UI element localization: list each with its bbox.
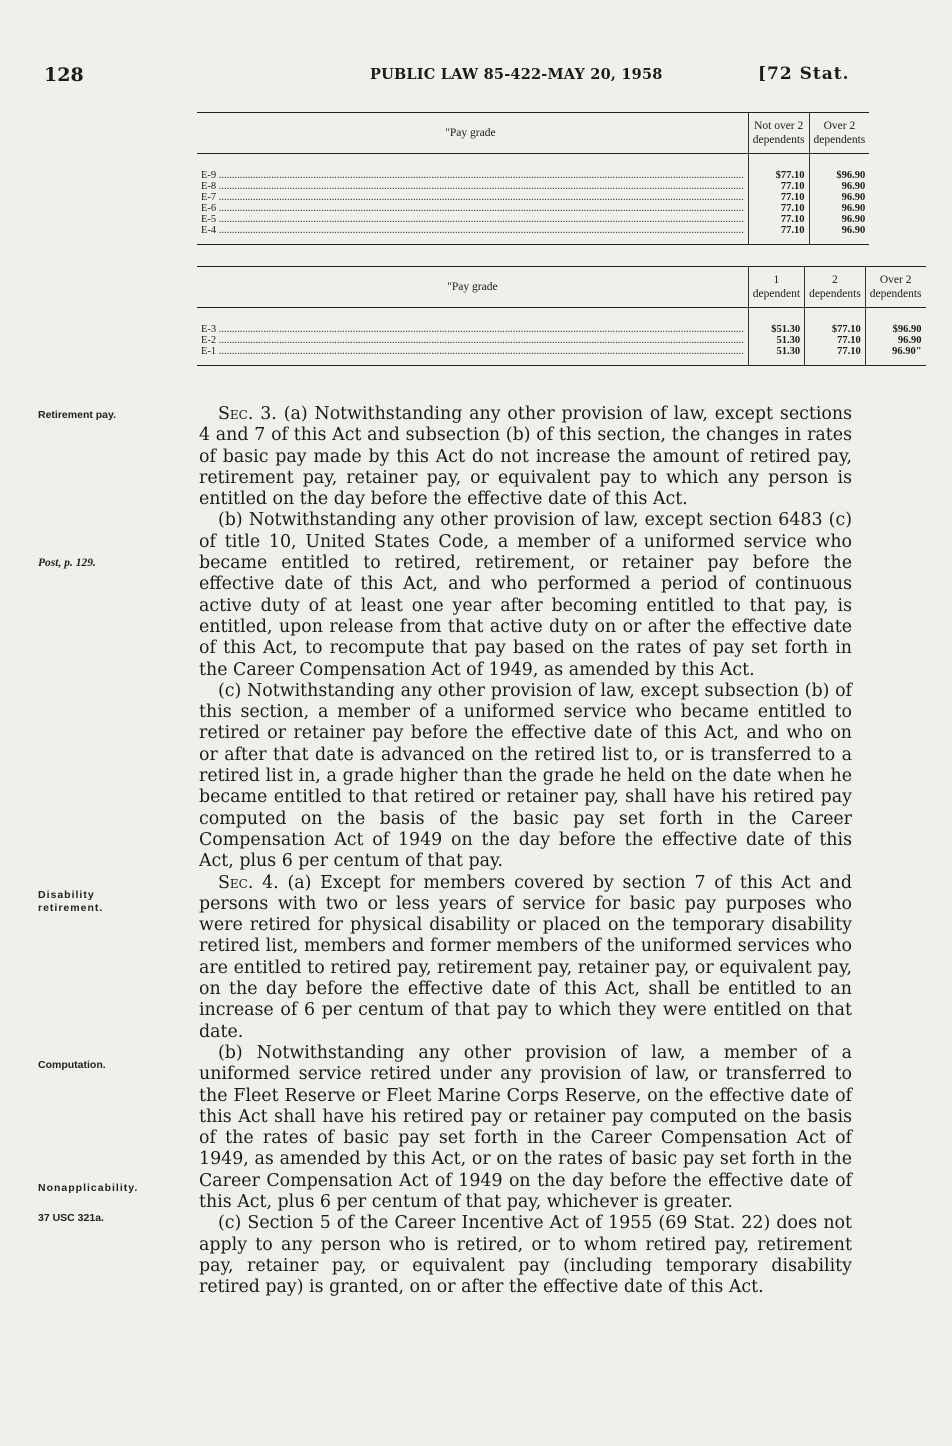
value-cell: 96.90"	[865, 346, 925, 366]
value-cell: 96.90	[809, 181, 869, 192]
value-cell: 51.30	[748, 335, 804, 346]
margin-note-disability-retirement: Disability retirement.	[38, 889, 104, 914]
table-header-1-dependent: 1 dependent	[748, 267, 804, 308]
table-row	[197, 181, 869, 192]
section-4a	[199, 873, 852, 1043]
section-3-label: Sec. 3.	[218, 404, 277, 424]
value-cell: $77.10	[805, 324, 866, 335]
grade-cell: E-4	[201, 225, 217, 236]
grade-cell: E-7	[201, 192, 217, 203]
value-cell: $51.30	[748, 324, 804, 335]
table-row	[197, 170, 869, 181]
table-row	[197, 225, 869, 245]
value-cell: 77.10	[748, 181, 809, 192]
value-cell: 51.30	[748, 346, 804, 366]
margin-note-computation: Computation.	[38, 1059, 106, 1071]
value-cell: 96.90	[809, 214, 869, 225]
running-title: PUBLIC LAW 85-422-MAY 20, 1958	[370, 66, 663, 83]
grade-cell: E-5	[201, 214, 217, 225]
grade-cell: E-6	[201, 203, 217, 214]
section-4c: (c) Section 5 of the Career Incentive Act of 1955 (69 Stat. 22) does not apply to any person who is retired, or to whom retired pay, retirement pay, retainer pay, or equivalent pay (including temporary disability retired pay) is granted, on or after the effective date of this Act.	[199, 1213, 852, 1298]
table-header-2-dependents: 2 dependents	[805, 267, 866, 308]
table-header-over-2: Over 2 dependents	[865, 267, 925, 308]
value-cell: 77.10	[748, 192, 809, 203]
section-3a-text: (a) Notwithstanding any other provision of law, except sections 4 and 7 of this Act and subsection (b) of this section, the changes in rates of basic pay made by this Act do not increase the amount of retired pay, retirement pay, retainer pay, or equivalent pay to which any person is entitled on the day before the effective date of this Act.	[199, 404, 852, 510]
statute-body	[199, 404, 852, 1298]
value-cell: 96.90	[809, 192, 869, 203]
margin-note-nonapplicability: Nonapplicability.	[38, 1182, 139, 1194]
table-header-not-over-2: Not over 2 dependents	[748, 113, 809, 154]
table-row	[197, 335, 926, 346]
volume-reference: [72 Stat.	[758, 64, 850, 84]
section-3a	[199, 404, 852, 510]
section-4a-text: (a) Except for members covered by section 7 of this Act and persons with two or less years of service for basic pay purposes who were retired for physical disability or placed on the temporary disability retired list, members and former members of the uniformed services who are entitled to retired pay, retirement pay, retainer pay, or equivalent pay, on the day before the effective date of this Act, shall be entitled to an increase of 6 per centum of that pay to which they were entitled on that date.	[199, 872, 852, 1042]
value-cell: 96.90	[809, 203, 869, 214]
grade-cell: E-8	[201, 181, 217, 192]
table-header-pay-grade: "Pay grade	[197, 113, 748, 154]
section-4b: (b) Notwithstanding any other provision of law, a member of a uniformed service retired under any provision of law, or transferred to the Fleet Reserve or Fleet Marine Corps Reserve, on the effective date of this Act shall have his retired pay or retainer pay computed on the basis of the rates of basic pay set forth in the Career Compensation Act of 1949, as amended by this Act, or on the rates of basic pay set forth in the Career Compensation Act of 1949 on the day before the effective date of this Act, plus 6 per centum of that pay, whichever is greater.	[199, 1042, 852, 1212]
value-cell: 96.90	[809, 225, 869, 245]
section-3c: (c) Notwithstanding any other provision of law, except subsection (b) of this section, a member of a uniformed service who became entitled to retired or retainer pay before the effective date of this Act, and who on or after that date is advanced on the retired list to, or is transferred to a retired list in, a grade higher than the grade he held on the date when he became entitled to that retired or retainer pay, shall have his retired pay computed on the basis of the basic pay set forth in the Career Compensation Act of 1949 on the day before the effective date of this Act, plus 6 per centum of that pay.	[199, 680, 852, 872]
value-cell: 77.10	[748, 225, 809, 245]
table-row	[197, 214, 869, 225]
value-cell: 96.90	[865, 335, 925, 346]
pay-table-lower	[197, 266, 926, 366]
table-row	[197, 346, 926, 366]
grade-cell: E-2	[201, 335, 217, 346]
table-row	[197, 192, 869, 203]
value-cell: $96.90	[865, 324, 925, 335]
value-cell: 77.10	[805, 335, 866, 346]
margin-note-usc-citation: 37 USC 321a.	[38, 1212, 104, 1224]
value-cell: $77.10	[748, 170, 809, 181]
grade-cell: E-1	[201, 346, 217, 357]
value-cell: 77.10	[748, 203, 809, 214]
margin-note-post-reference: Post, p. 129.	[38, 557, 96, 569]
margin-note-retirement-pay: Retirement pay.	[38, 409, 116, 421]
page-number: 128	[44, 64, 84, 86]
table-header-over-2: Over 2 dependents	[809, 113, 869, 154]
table-row	[197, 203, 869, 214]
pay-table-upper	[197, 112, 869, 245]
grade-cell: E-9	[201, 170, 217, 181]
value-cell: $96.90	[809, 170, 869, 181]
page-header	[0, 64, 952, 94]
section-3b: (b) Notwithstanding any other provision of law, except section 6483 (c) of title 10, United States Code, a member of a uniformed service who became entitled to retired, retirement, or retainer pay before the effective date of this Act, and who performed a period of continuous active duty of at least one year after becoming entitled to that pay, is entitled, upon release from that active duty on or after the effective date of this Act, to recompute that pay based on the rates of pay set forth in the Career Compensation Act of 1949, as amended by this Act.	[199, 510, 852, 680]
value-cell: 77.10	[748, 214, 809, 225]
value-cell: 77.10	[805, 346, 866, 366]
table-row	[197, 324, 926, 335]
table-header-pay-grade: "Pay grade	[197, 267, 748, 308]
grade-cell: E-3	[201, 324, 217, 335]
section-4-label: Sec. 4.	[218, 872, 279, 893]
